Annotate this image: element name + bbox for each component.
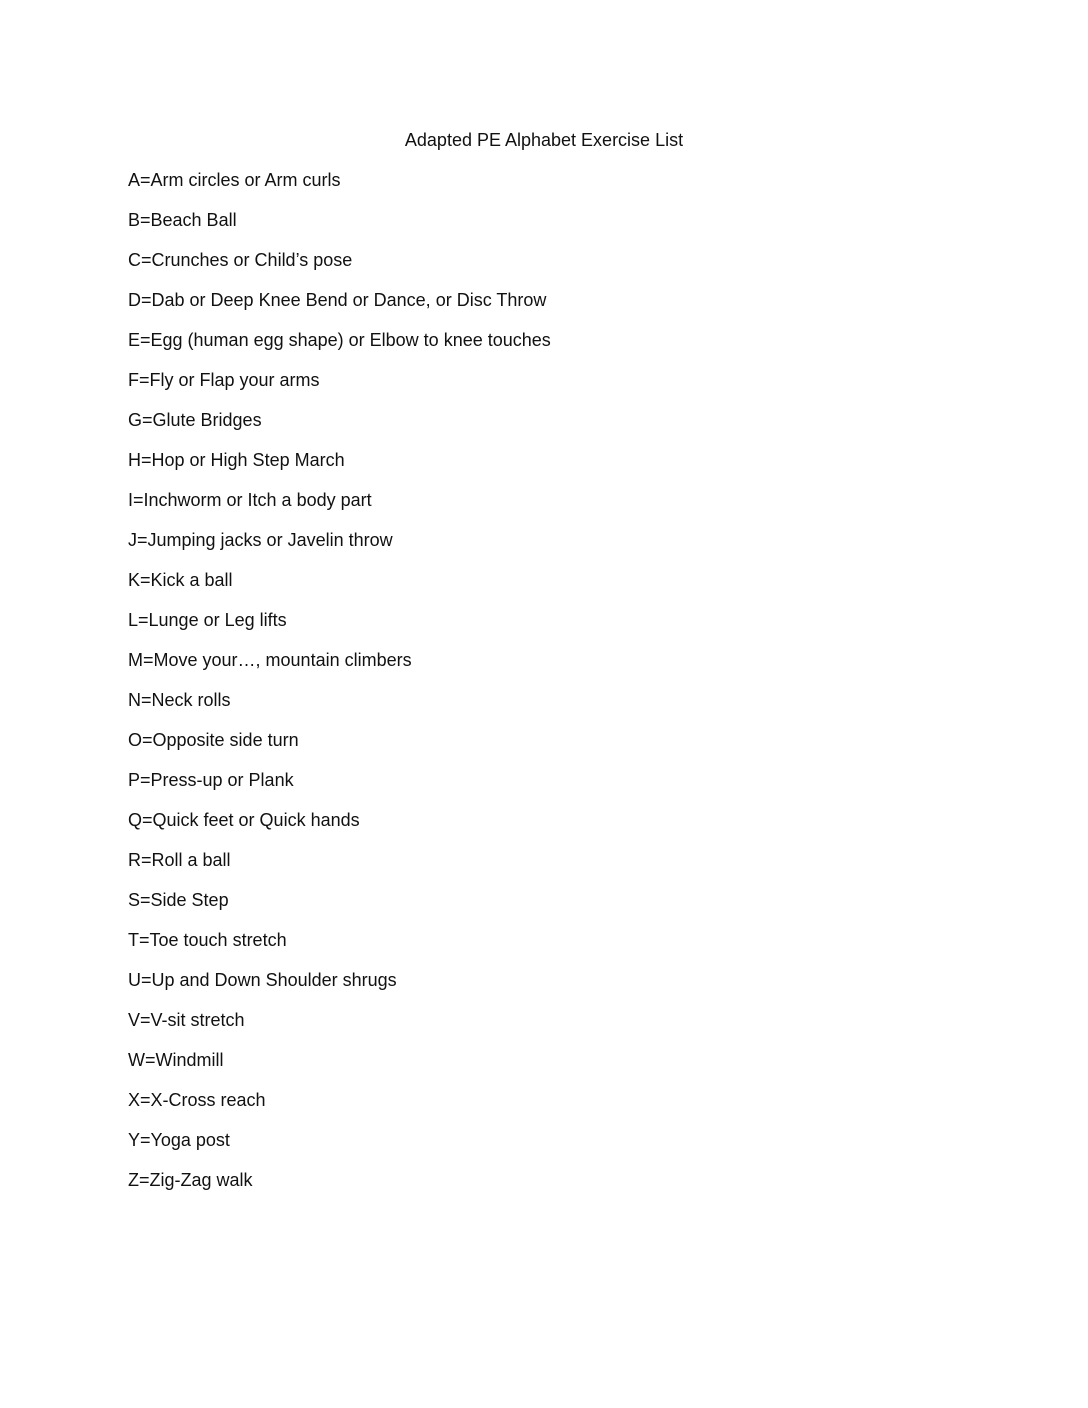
list-item: S=Side Step [128,890,229,910]
list-item: Y=Yoga post [128,1130,230,1150]
list-item: A=Arm circles or Arm curls [128,170,341,190]
list-item: Z=Zig-Zag walk [128,1170,253,1190]
list-item: G=Glute Bridges [128,410,262,430]
list-item: C=Crunches or Child’s pose [128,250,353,270]
list-item: P=Press-up or Plank [128,770,294,790]
list-item: F=Fly or Flap your arms [128,370,320,390]
list-item: E=Egg (human egg shape) or Elbow to knee touches [128,330,551,350]
list-item: N=Neck rolls [128,690,231,710]
list-item: L=Lunge or Leg lifts [128,610,287,630]
document-title: Adapted PE Alphabet Exercise List [404,130,684,150]
list-item: V=V-sit stretch [128,1010,245,1030]
list-item: H=Hop or High Step March [128,450,345,470]
list-item: R=Roll a ball [128,850,231,870]
list-item: J=Jumping jacks or Javelin throw [128,530,393,550]
list-item: X=X-Cross reach [128,1090,266,1110]
exercise-list [128,167,551,1207]
list-item: D=Dab or Deep Knee Bend or Dance, or Disc Throw [128,290,547,310]
list-item: K=Kick a ball [128,570,233,590]
list-item: I=Inchworm or Itch a body part [128,490,372,510]
list-item: O=Opposite side turn [128,730,299,750]
list-item: M=Move your…, mountain climbers [128,650,412,670]
list-item: B=Beach Ball [128,210,237,230]
list-item: Q=Quick feet or Quick hands [128,810,360,830]
list-item: T=Toe touch stretch [128,930,287,950]
list-item: W=Windmill [128,1050,224,1070]
list-item: U=Up and Down Shoulder shrugs [128,970,397,990]
